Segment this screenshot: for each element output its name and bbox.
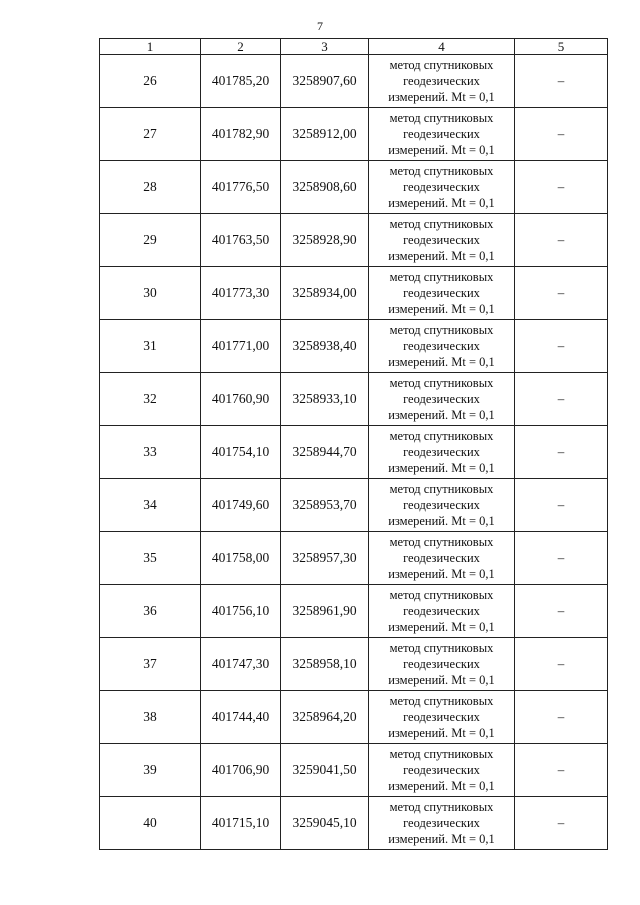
- y-coordinate-cell: 3259045,10: [281, 797, 369, 850]
- note-cell: –: [515, 373, 608, 426]
- table-row: [100, 267, 608, 320]
- note-cell: –: [515, 320, 608, 373]
- point-number-cell: 36: [100, 585, 201, 638]
- x-coordinate-cell: 401744,40: [201, 691, 281, 744]
- note-cell: –: [515, 426, 608, 479]
- y-coordinate-cell: 3258958,10: [281, 638, 369, 691]
- x-coordinate-cell: 401758,00: [201, 532, 281, 585]
- x-coordinate-cell: 401782,90: [201, 108, 281, 161]
- point-number-cell: 33: [100, 426, 201, 479]
- note-cell: –: [515, 108, 608, 161]
- y-coordinate-cell: 3258912,00: [281, 108, 369, 161]
- table-row: [100, 479, 608, 532]
- point-number-cell: 34: [100, 479, 201, 532]
- y-coordinate-cell: 3258961,90: [281, 585, 369, 638]
- point-number-cell: 35: [100, 532, 201, 585]
- column-header-2: 2: [201, 39, 281, 55]
- table-row: [100, 108, 608, 161]
- point-number-cell: 29: [100, 214, 201, 267]
- x-coordinate-cell: 401747,30: [201, 638, 281, 691]
- y-coordinate-cell: 3258934,00: [281, 267, 369, 320]
- x-coordinate-cell: 401706,90: [201, 744, 281, 797]
- column-header-4: 4: [369, 39, 515, 55]
- method-cell: метод спутниковых геодезических измерений. Mt = 0,1: [369, 426, 515, 479]
- method-cell: метод спутниковых геодезических измерений. Mt = 0,1: [369, 638, 515, 691]
- point-number-cell: 27: [100, 108, 201, 161]
- note-cell: –: [515, 638, 608, 691]
- y-coordinate-cell: 3258964,20: [281, 691, 369, 744]
- note-cell: –: [515, 479, 608, 532]
- y-coordinate-cell: 3258953,70: [281, 479, 369, 532]
- note-cell: –: [515, 532, 608, 585]
- point-number-cell: 40: [100, 797, 201, 850]
- y-coordinate-cell: 3258944,70: [281, 426, 369, 479]
- table-row: [100, 585, 608, 638]
- x-coordinate-cell: 401749,60: [201, 479, 281, 532]
- table-header: [100, 39, 608, 55]
- method-cell: метод спутниковых геодезических измерений. Mt = 0,1: [369, 373, 515, 426]
- table-row: [100, 426, 608, 479]
- method-cell: метод спутниковых геодезических измерений. Mt = 0,1: [369, 161, 515, 214]
- method-cell: метод спутниковых геодезических измерений. Mt = 0,1: [369, 691, 515, 744]
- method-cell: метод спутниковых геодезических измерений. Mt = 0,1: [369, 267, 515, 320]
- column-header-1: 1: [100, 39, 201, 55]
- y-coordinate-cell: 3259041,50: [281, 744, 369, 797]
- method-cell: метод спутниковых геодезических измерений. Mt = 0,1: [369, 532, 515, 585]
- x-coordinate-cell: 401763,50: [201, 214, 281, 267]
- point-number-cell: 26: [100, 55, 201, 108]
- x-coordinate-cell: 401760,90: [201, 373, 281, 426]
- table-row: [100, 744, 608, 797]
- table-row: [100, 532, 608, 585]
- note-cell: –: [515, 691, 608, 744]
- y-coordinate-cell: 3258907,60: [281, 55, 369, 108]
- table-row: [100, 214, 608, 267]
- point-number-cell: 31: [100, 320, 201, 373]
- note-cell: –: [515, 585, 608, 638]
- coordinates-table: [99, 38, 608, 850]
- note-cell: –: [515, 797, 608, 850]
- method-cell: метод спутниковых геодезических измерений. Mt = 0,1: [369, 797, 515, 850]
- y-coordinate-cell: 3258928,90: [281, 214, 369, 267]
- table-row: [100, 55, 608, 108]
- note-cell: –: [515, 161, 608, 214]
- table-row: [100, 320, 608, 373]
- x-coordinate-cell: 401773,30: [201, 267, 281, 320]
- method-cell: метод спутниковых геодезических измерений. Mt = 0,1: [369, 320, 515, 373]
- y-coordinate-cell: 3258957,30: [281, 532, 369, 585]
- column-header-5: 5: [515, 39, 608, 55]
- point-number-cell: 38: [100, 691, 201, 744]
- method-cell: метод спутниковых геодезических измерений. Mt = 0,1: [369, 744, 515, 797]
- table-row: [100, 797, 608, 850]
- table-row: [100, 691, 608, 744]
- y-coordinate-cell: 3258908,60: [281, 161, 369, 214]
- header-row: [100, 39, 608, 55]
- note-cell: –: [515, 214, 608, 267]
- y-coordinate-cell: 3258938,40: [281, 320, 369, 373]
- method-cell: метод спутниковых геодезических измерений. Mt = 0,1: [369, 108, 515, 161]
- method-cell: метод спутниковых геодезических измерений. Mt = 0,1: [369, 585, 515, 638]
- method-cell: метод спутниковых геодезических измерений. Mt = 0,1: [369, 479, 515, 532]
- x-coordinate-cell: 401776,50: [201, 161, 281, 214]
- x-coordinate-cell: 401785,20: [201, 55, 281, 108]
- point-number-cell: 28: [100, 161, 201, 214]
- point-number-cell: 30: [100, 267, 201, 320]
- point-number-cell: 37: [100, 638, 201, 691]
- table-row: [100, 373, 608, 426]
- table-row: [100, 161, 608, 214]
- method-cell: метод спутниковых геодезических измерений. Mt = 0,1: [369, 214, 515, 267]
- table-body: [100, 55, 608, 850]
- page-number: 7: [317, 19, 323, 33]
- x-coordinate-cell: 401771,00: [201, 320, 281, 373]
- x-coordinate-cell: 401756,10: [201, 585, 281, 638]
- method-cell: метод спутниковых геодезических измерений. Mt = 0,1: [369, 55, 515, 108]
- note-cell: –: [515, 267, 608, 320]
- note-cell: –: [515, 744, 608, 797]
- y-coordinate-cell: 3258933,10: [281, 373, 369, 426]
- point-number-cell: 32: [100, 373, 201, 426]
- point-number-cell: 39: [100, 744, 201, 797]
- x-coordinate-cell: 401754,10: [201, 426, 281, 479]
- x-coordinate-cell: 401715,10: [201, 797, 281, 850]
- note-cell: –: [515, 55, 608, 108]
- table-row: [100, 638, 608, 691]
- column-header-3: 3: [281, 39, 369, 55]
